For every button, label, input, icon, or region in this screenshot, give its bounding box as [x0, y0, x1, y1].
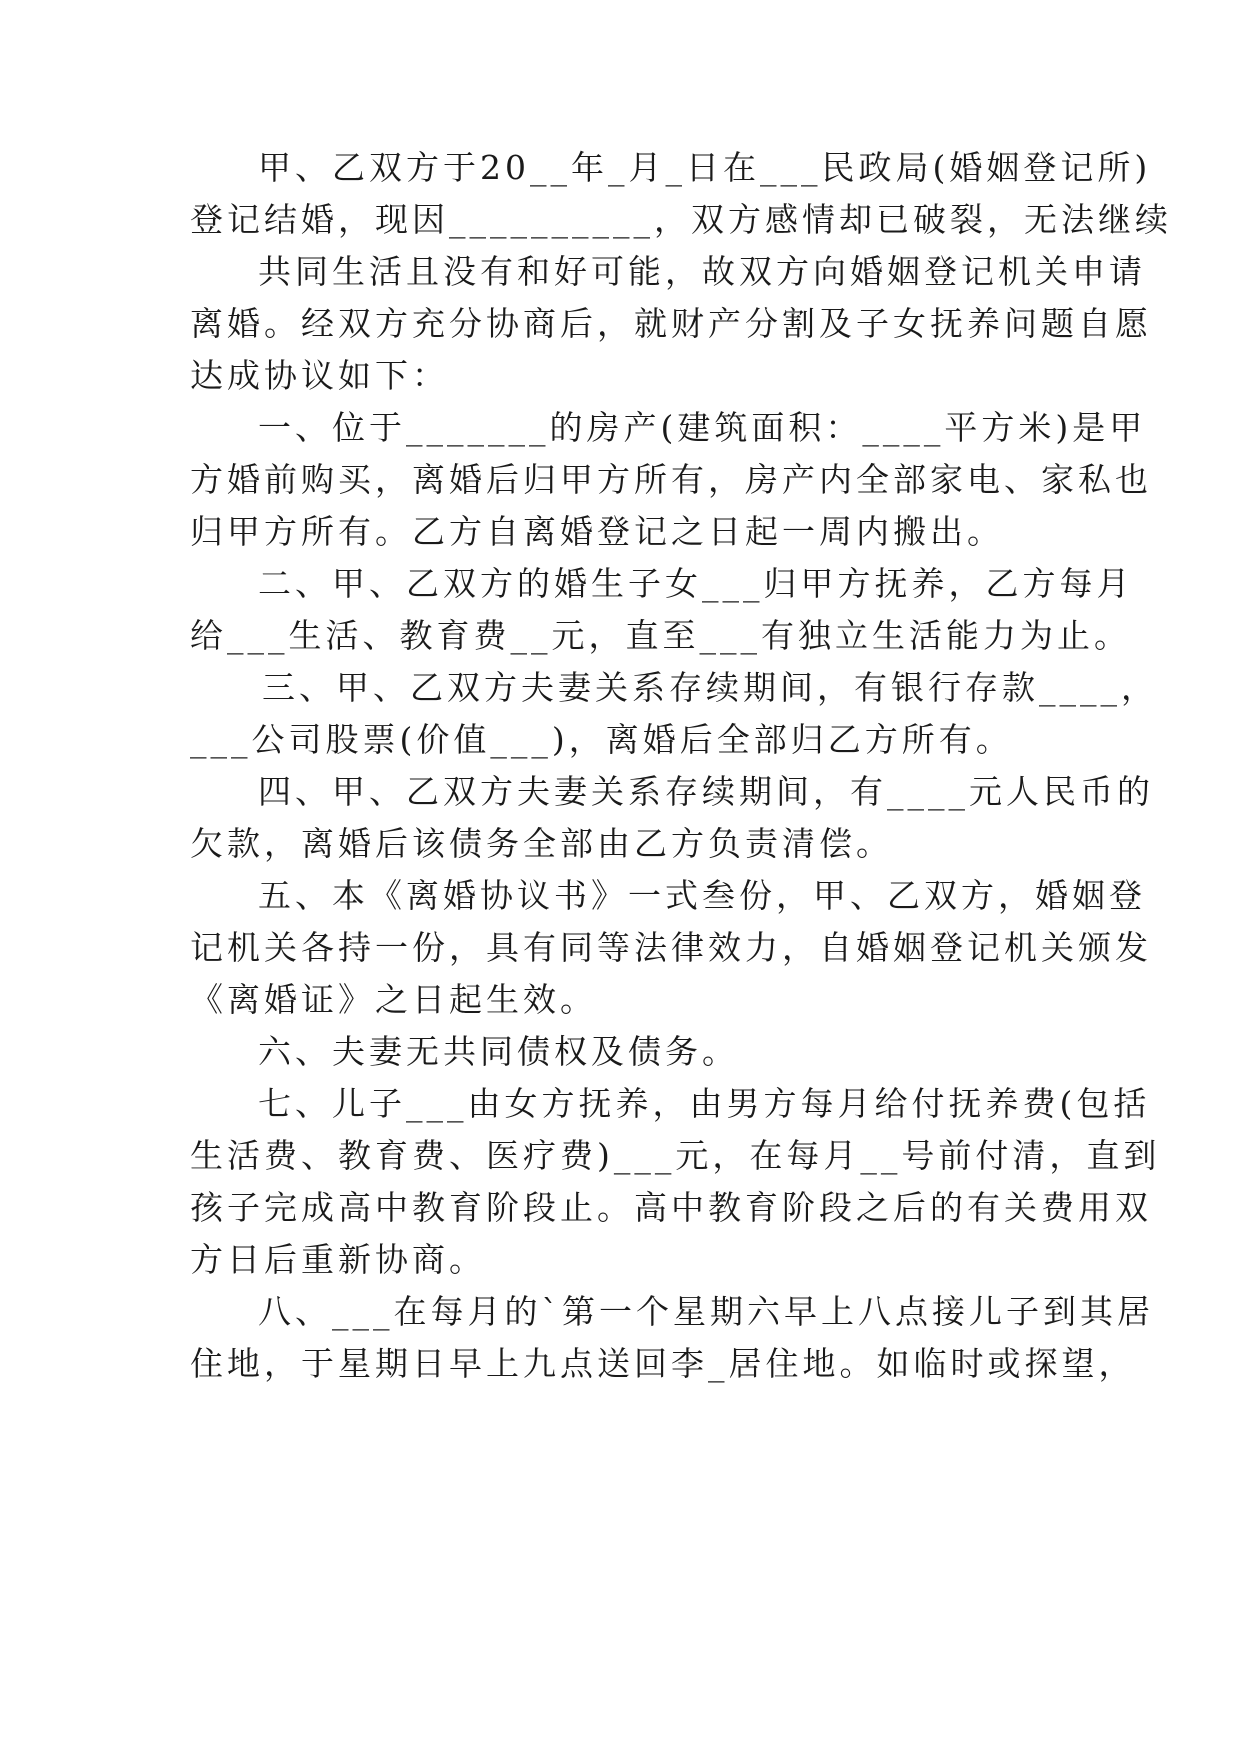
text-line: 给___生活、教育费__元，直至___有独立生活能力为止。	[190, 616, 1131, 655]
text-line: 一、位于_______的房产(建筑面积：____平方米)是甲	[258, 408, 1147, 447]
text-line: 四、甲、乙双方夫妻关系存续期间，有____元人民币的	[258, 772, 1154, 811]
text-line: 三、甲、乙双方夫妻关系存续期间，有银行存款____，	[262, 668, 1158, 707]
text-line: 孩子完成高中教育阶段止。高中教育阶段之后的有关费用双	[190, 1188, 1152, 1227]
text-line: 离婚。经双方充分协商后，就财产分割及子女抚养问题自愿	[190, 304, 1152, 343]
text-line: 七、儿子___由女方抚养，由男方每月给付抚养费(包括	[258, 1084, 1151, 1123]
text-line: 方日后重新协商。	[190, 1240, 486, 1279]
text-line: 归甲方所有。乙方自离婚登记之日起一周内搬出。	[190, 512, 1004, 551]
text-line: 登记结婚，现因__________，双方感情却已破裂，无法继续	[190, 200, 1172, 239]
text-line: 生活费、教育费、医疗费)___元，在每月__号前付清，直到	[190, 1136, 1161, 1175]
text-line: 方婚前购买，离婚后归甲方所有，房产内全部家电、家私也	[190, 460, 1152, 499]
text-line: 欠款，离婚后该债务全部由乙方负责清偿。	[190, 824, 893, 863]
text-line: 二、甲、乙双方的婚生子女___归甲方抚养，乙方每月	[258, 564, 1134, 603]
text-line: 共同生活且没有和好可能，故双方向婚姻登记机关申请	[258, 252, 1146, 291]
text-line: 《离婚证》之日起生效。	[190, 980, 597, 1019]
text-line: 六、夫妻无共同债权及债务。	[258, 1032, 739, 1071]
text-line: ___公司股票(价值___)，离婚后全部归乙方所有。	[190, 720, 1013, 759]
text-line: 住地，于星期日早上九点送回李_居住地。如临时或探望，	[190, 1344, 1136, 1383]
text-line: 八、___在每月的`第一个星期六早上八点接儿子到其居	[258, 1292, 1154, 1331]
text-line: 甲、乙双方于20__年_月_日在___民政局(婚姻登记所)	[258, 148, 1152, 187]
text-line: 记机关各持一份，具有同等法律效力，自婚姻登记机关颁发	[190, 928, 1152, 967]
text-line: 五、本《离婚协议书》一式叁份，甲、乙双方，婚姻登	[258, 876, 1146, 915]
text-line: 达成协议如下：	[190, 356, 449, 395]
